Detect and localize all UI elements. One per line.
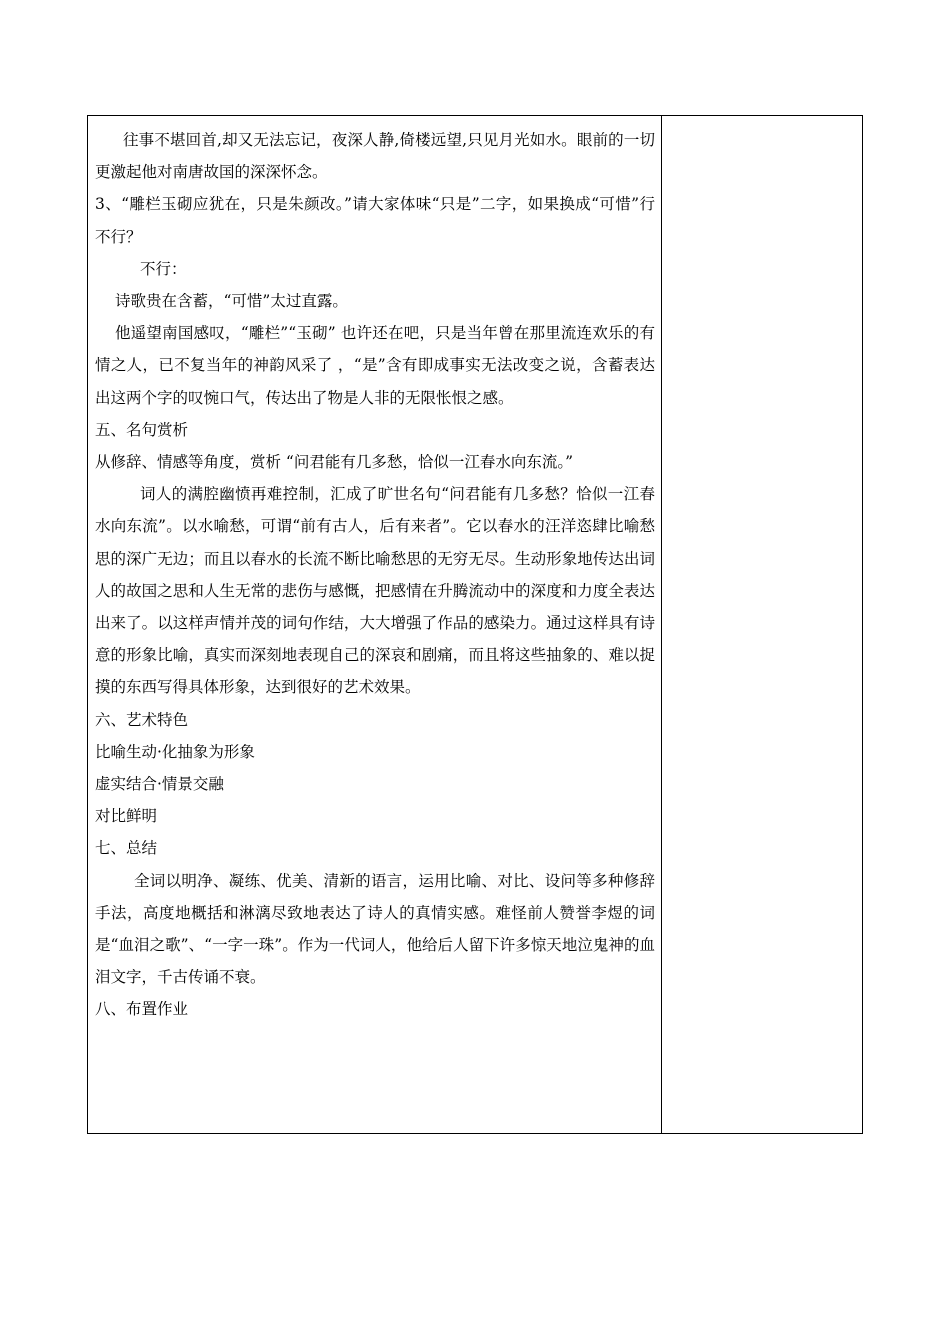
paragraph-famous-line: 词人的满腔幽愤再难控制，汇成了旷世名句“问君能有几多愁？恰似一江春水向东流”。以水喻愁，可谓“前有古人，后有来者”。它以春水的汪洋恣肆比喻愁思的深广无边；而且以春水的长流不断比喻愁思的无穷无尽。生动形象地传达出词人的故国之思和人生无常的悲伤与感慨，把感情在升腾流动中的深度和力度全表达出来了。以这样声情并茂的词句作结，大大增强了作品的感染力。通过这样具有诗意的形象比喻，真实而深刻地表现自己的深哀和剧痛，而且将这些抽象的、难以捉摸的东西写得具体形象，达到很好的艺术效果。 <box>95 485 655 697</box>
section-heading-6: 六、艺术特色 <box>95 710 189 729</box>
paragraph-reminiscence: 往事不堪回首,却又无法忘记，夜深人静,倚楼远望,只见月光如水。眼前的一切更激起他对南唐故国的深深怀念。 <box>95 131 655 182</box>
answer-no: 不行： <box>140 259 187 278</box>
section-heading-5: 五、名句赏析 <box>95 420 189 439</box>
paragraph-summary: 全词以明净、凝练、优美、清新的语言，运用比喻、对比、设问等多种修辞手法，高度地概括和淋漓尽致地表达了诗人的真情实感。难怪前人赞誉李煜的词是“血泪之歌”、“一字一珠”。作为一代词人，他给后人留下许多惊天地泣鬼神的血泪文字，千古传诵不衰。 <box>95 871 655 987</box>
content-cell <box>95 124 655 1026</box>
paragraph-analysis: 他遥望南国感叹，“雕栏”“玉砌” 也许还在吧，只是当年曾在那里流连欢乐的有情之人，已不复当年的神韵风采了 ，“是”含有即成事实无法改变之说，含蓄表达出这两个字的叹惋口气，传达出了物是人非的无限怅恨之感。 <box>95 324 655 407</box>
lesson-table <box>87 115 863 1134</box>
section-heading-7: 七、总结 <box>95 839 158 858</box>
question-3: 3、“雕栏玉砌应犹在，只是朱颜改。”请大家体味“只是”二字，如果换成“可惜”行不行？ <box>95 195 655 246</box>
section-heading-8: 八、布置作业 <box>95 1000 189 1019</box>
paragraph-subtlety: 诗歌贵在含蓄，“可惜”太过直露。 <box>115 292 348 311</box>
feature-contrast: 对比鲜明 <box>95 807 158 826</box>
notes-cell <box>662 116 862 1133</box>
task-appreciation: 从修辞、情感等角度，赏析 “问君能有几多愁，恰似一江春水向东流。” <box>95 453 574 472</box>
feature-real-virtual: 虚实结合·情景交融 <box>95 775 224 794</box>
feature-metaphor: 比喻生动·化抽象为形象 <box>95 742 255 761</box>
